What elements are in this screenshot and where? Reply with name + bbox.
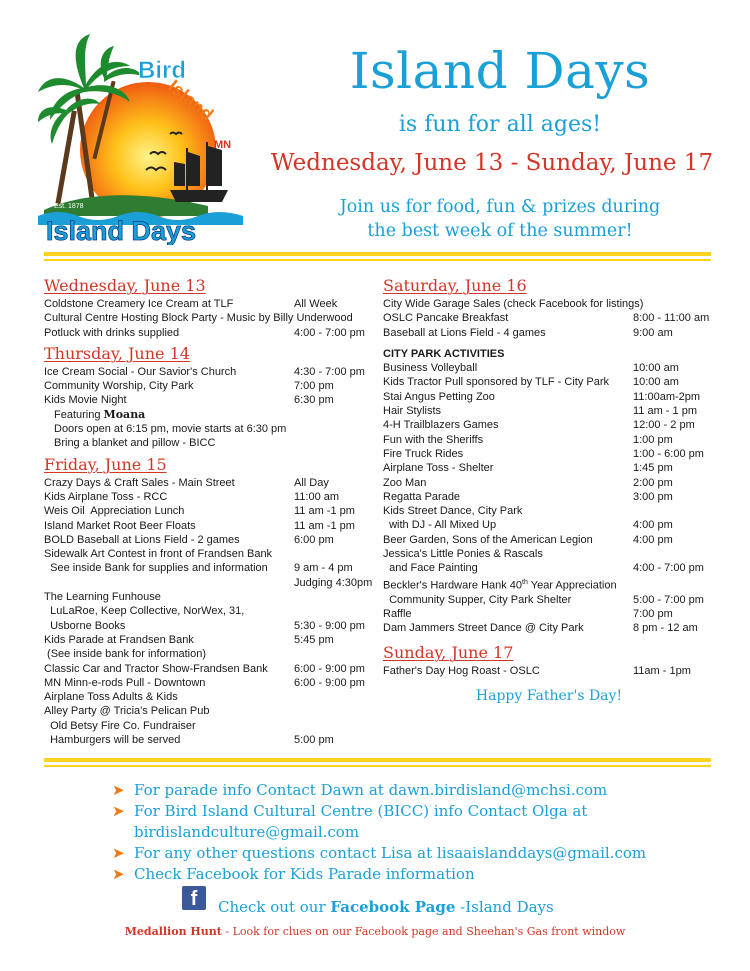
schedule-time: 4:00 - 7:00 pm xyxy=(633,562,704,575)
schedule-event: Cultural Centre Hosting Block Party - Music by Billy Underwood xyxy=(44,312,353,325)
schedule-row xyxy=(44,365,374,379)
schedule-event: LuLaRoe, Keep Collective, NorWex, 31, xyxy=(44,605,245,618)
schedule-time: 3:00 pm xyxy=(633,490,673,503)
medallion-text: - Look for clues on our Facebook page and Sheehan's Gas front window xyxy=(221,925,626,938)
schedule-event: Airplane Toss - Shelter xyxy=(383,462,494,475)
day-heading-friday: Friday, June 15 xyxy=(44,454,167,474)
schedule-row xyxy=(44,676,374,690)
schedule-row xyxy=(44,619,374,633)
schedule-time: 7:00 pm xyxy=(294,380,334,393)
logo-bird-text: Bird xyxy=(138,57,186,84)
beckler-text-b: Year Appreciation xyxy=(527,579,617,592)
tagline-line-2: the best week of the summer! xyxy=(367,221,633,241)
schedule-row xyxy=(44,476,374,490)
city-park-heading: CITY PARK ACTIVITIES xyxy=(383,347,505,360)
beckler-sup: th xyxy=(522,578,528,586)
facebook-icon: f xyxy=(182,886,206,910)
schedule-event: Jessica's Little Ponies & Rascals xyxy=(383,548,543,561)
schedule-row xyxy=(383,375,715,389)
schedule-time: 5:45 pm xyxy=(294,633,334,646)
contact-text: Check Facebook for Kids Parade information xyxy=(134,865,475,883)
top-divider xyxy=(44,252,711,261)
schedule-event: Old Betsy Fire Co. Fundraiser xyxy=(44,719,196,732)
bird-island-logo xyxy=(38,30,243,245)
schedule-row xyxy=(383,418,715,432)
schedule-time: 8:00 - 11:00 am xyxy=(633,312,710,325)
schedule-time: 9:00 am xyxy=(633,326,673,339)
schedule-row xyxy=(44,519,374,533)
beckler-text-a: Beckler's Hardware Hank 40 xyxy=(383,579,523,592)
schedule-row xyxy=(383,561,715,575)
schedule-event: Hamburgers will be served xyxy=(44,734,181,747)
schedule-row xyxy=(383,518,715,532)
day-heading-saturday: Saturday, June 16 xyxy=(383,276,527,295)
schedule-event: Potluck with drinks supplied xyxy=(44,326,180,339)
schedule-time: 6:00 pm xyxy=(294,533,334,546)
schedule-row xyxy=(383,490,715,504)
schedule-event: Coldstone Creamery Ice Cream at TLF xyxy=(44,298,234,310)
schedule-row xyxy=(44,379,374,393)
tagline-line-1: Join us for food, fun & prizes during xyxy=(339,197,661,217)
schedule-time: 11:00am-2pm xyxy=(633,390,701,403)
contact-item-bicc xyxy=(112,801,712,843)
schedule-time: 5:30 - 9:00 pm xyxy=(294,619,365,632)
contact-text: For parade info Contact Dawn at dawn.birdisland@mchsi.com xyxy=(134,781,608,799)
medallion-label: Medallion Hunt xyxy=(124,925,222,938)
schedule-event: Community Worship, City Park xyxy=(44,380,194,393)
schedule-event: Father's Day Hog Roast - OSLC xyxy=(383,665,540,678)
schedule-row xyxy=(44,311,374,325)
schedule-time: 6:30 pm xyxy=(294,394,334,407)
schedule-time: 4:00 - 7:00 pm xyxy=(294,326,365,339)
schedule-event: Kids Parade at Frandsen Bank xyxy=(44,633,194,646)
schedule-event: Community Supper, City Park Shelter xyxy=(383,593,572,606)
contact-list xyxy=(112,780,712,885)
logo-name-text: Island Days xyxy=(46,216,197,245)
contact-email-olga: birdislandculture@gmail.com xyxy=(134,823,360,841)
schedule-event: Island Market Root Beer Floats xyxy=(44,519,196,532)
arrow-right-icon: ➤ xyxy=(112,802,125,820)
featuring-label: Featuring xyxy=(54,408,101,421)
left-schedule-column xyxy=(44,274,374,747)
schedule-row xyxy=(44,576,374,590)
schedule-row xyxy=(383,361,715,375)
schedule-event: Fire Truck Rides xyxy=(383,447,464,460)
schedule-event: Dam Jammers Street Dance @ City Park xyxy=(383,622,584,635)
schedule-time: 11 am -1 pm xyxy=(294,505,355,518)
city-park-list-2 xyxy=(383,593,715,636)
event-subtitle: is fun for all ages! xyxy=(398,112,602,137)
day-heading-thursday: Thursday, June 14 xyxy=(44,343,190,363)
schedule-row xyxy=(44,297,374,311)
schedule-time: 1:00 pm xyxy=(633,433,673,446)
schedule-event: Airplane Toss Adults & Kids xyxy=(44,691,178,704)
schedule-time: 10:00 am xyxy=(633,376,679,389)
schedule-time: 6:00 - 9:00 pm xyxy=(294,662,365,675)
schedule-row xyxy=(44,533,374,547)
schedule-row xyxy=(44,504,374,518)
contact-item-parade xyxy=(112,780,712,801)
schedule-time: 5:00 - 7:00 pm xyxy=(633,593,704,606)
schedule-row xyxy=(44,647,374,661)
contact-text: For Bird Island Cultural Centre (BICC) info Contact Olga at xyxy=(134,802,588,820)
schedule-event: (See inside bank for information) xyxy=(44,648,207,661)
schedule-time: 11 am - 1 pm xyxy=(633,405,697,418)
arrow-right-icon: ➤ xyxy=(112,781,125,799)
city-park-list xyxy=(383,361,715,575)
schedule-event: Stai Angus Petting Zoo xyxy=(383,390,495,403)
movie-bring: Bring a blanket and pillow - BICC xyxy=(54,437,216,450)
schedule-event: MN Minn-e-rods Pull - Downtown xyxy=(44,676,206,689)
schedule-time: 1:00 - 6:00 pm xyxy=(633,447,704,460)
day-heading-sunday: Sunday, June 17 xyxy=(383,643,514,663)
schedule-row xyxy=(383,547,715,561)
schedule-row xyxy=(383,593,715,607)
schedule-time: Judging 4:30pm xyxy=(294,576,373,589)
bottom-divider xyxy=(44,758,711,767)
schedule-event: Regatta Parade xyxy=(383,490,461,503)
schedule-event: Baseball at Lions Field - 4 games xyxy=(383,326,546,339)
schedule-time: 12:00 - 2 pm xyxy=(633,419,695,432)
schedule-event: Weis Oil Appreciation Lunch xyxy=(44,505,185,518)
schedule-row xyxy=(383,533,715,547)
schedule-row xyxy=(383,504,715,518)
schedule-row xyxy=(44,561,374,575)
schedule-row xyxy=(44,604,374,618)
happy-fathers-day: Happy Father's Day! xyxy=(475,687,623,704)
fb-suffix: -Island Days xyxy=(455,898,554,916)
schedule-event: The Learning Funhouse xyxy=(44,591,161,604)
contact-item-lisa xyxy=(112,843,712,864)
schedule-event: Kids Movie Night xyxy=(44,394,127,407)
schedule-row xyxy=(383,607,715,621)
schedule-row xyxy=(383,326,715,340)
schedule-row xyxy=(383,664,715,678)
arrow-right-icon: ➤ xyxy=(112,844,125,862)
schedule-row xyxy=(383,390,715,404)
schedule-event: Raffle xyxy=(383,607,412,620)
schedule-event: Hair Stylists xyxy=(383,405,442,418)
schedule-time: 9 am - 4 pm xyxy=(294,562,353,575)
schedule-event: Ice Cream Social - Our Savior's Church xyxy=(44,365,237,378)
movie-featuring xyxy=(44,408,374,422)
logo-est-text: Est. 1878 xyxy=(54,203,84,210)
logo-island-text: Island xyxy=(164,75,218,125)
fb-prefix: Check out our xyxy=(218,898,331,916)
thursday-list xyxy=(44,365,374,408)
schedule-event: Kids Street Dance, City Park xyxy=(383,505,523,518)
schedule-event: OSLC Pancake Breakfast xyxy=(383,312,509,325)
schedule-row xyxy=(44,490,374,504)
schedule-event: Kids Tractor Pull sponsored by TLF - City Park xyxy=(383,376,609,389)
beckler-row xyxy=(383,576,715,593)
friday-list xyxy=(44,476,374,748)
schedule-event: See inside Bank for supplies and information xyxy=(44,562,268,575)
schedule-row xyxy=(44,590,374,604)
schedule-row xyxy=(44,719,374,733)
movie-title: Moana xyxy=(103,407,146,421)
event-tagline xyxy=(290,195,710,243)
day-heading-wednesday: Wednesday, June 13 xyxy=(44,276,206,295)
schedule-time: All Day xyxy=(294,476,329,489)
schedule-row xyxy=(383,311,715,325)
schedule-time: 4:00 pm xyxy=(633,519,673,532)
schedule-row xyxy=(44,690,374,704)
schedule-event: Beer Garden, Sons of the American Legion xyxy=(383,533,593,546)
movie-doors: Doors open at 6:15 pm, movie starts at 6:30 pm xyxy=(54,423,287,436)
schedule-row xyxy=(383,476,715,490)
schedule-time: 7:00 pm xyxy=(633,607,673,620)
schedule-event: Alley Party @ Tricia's Pelican Pub xyxy=(44,705,210,718)
schedule-time: 11:00 am xyxy=(294,490,340,503)
schedule-time: 11 am -1 pm xyxy=(294,519,355,532)
schedule-event: City Wide Garage Sales (check Facebook for listings) xyxy=(383,298,644,310)
facebook-callout xyxy=(218,898,554,916)
schedule-time: 4:30 - 7:00 pm xyxy=(294,365,365,378)
event-title: Island Days xyxy=(349,42,651,100)
schedule-event: Business Volleyball xyxy=(383,362,478,375)
schedule-row xyxy=(383,461,715,475)
event-dates: Wednesday, June 13 - Sunday, June 17 xyxy=(270,150,714,176)
schedule-row xyxy=(44,733,374,747)
medallion-hunt-note xyxy=(0,925,750,938)
schedule-event: Fun with the Sheriffs xyxy=(383,433,484,446)
schedule-row xyxy=(383,621,715,635)
schedule-event: and Face Painting xyxy=(383,562,478,575)
schedule-time: 2:00 pm xyxy=(633,476,673,489)
contact-text: For any other questions contact Lisa at lisaaislanddays@gmail.com xyxy=(134,844,647,862)
schedule-event: BOLD Baseball at Lions Field - 2 games xyxy=(44,533,240,546)
sunday-list xyxy=(383,664,715,678)
schedule-event: Zoo Man xyxy=(383,476,427,489)
schedule-event: Classic Car and Tractor Show-Frandsen Bank xyxy=(44,662,268,675)
arrow-right-icon: ➤ xyxy=(112,865,125,883)
schedule-row xyxy=(383,447,715,461)
schedule-row xyxy=(44,704,374,718)
schedule-time: 5:00 pm xyxy=(294,734,334,747)
saturday-list xyxy=(383,297,715,340)
schedule-event: 4-H Trailblazers Games xyxy=(383,419,499,432)
schedule-row xyxy=(44,326,374,340)
schedule-row xyxy=(44,662,374,676)
right-schedule-column xyxy=(383,274,715,703)
schedule-time: 4:00 pm xyxy=(633,533,673,546)
wednesday-list xyxy=(44,297,374,340)
schedule-time: 11am - 1pm xyxy=(633,665,691,678)
schedule-row xyxy=(44,633,374,647)
schedule-event: Kids Airplane Toss - RCC xyxy=(44,490,168,503)
schedule-time: 6:00 - 9:00 pm xyxy=(294,676,365,689)
schedule-time: 1:45 pm xyxy=(633,462,673,475)
schedule-row xyxy=(383,404,715,418)
schedule-time: 10:00 am xyxy=(633,362,679,375)
schedule-row xyxy=(383,433,715,447)
fb-page-label: Facebook Page xyxy=(330,898,456,916)
schedule-event: with DJ - All Mixed Up xyxy=(383,519,497,532)
schedule-time: 8 pm - 12 am xyxy=(633,622,698,635)
schedule-row xyxy=(44,393,374,407)
schedule-row xyxy=(44,547,374,561)
schedule-event: Usborne Books xyxy=(44,619,126,632)
schedule-event: Sidewalk Art Contest in front of Frandsen Bank xyxy=(44,548,273,561)
schedule-event: Crazy Days & Craft Sales - Main Street xyxy=(44,476,235,489)
logo-mn-text: MN xyxy=(214,139,232,151)
schedule-time: All Week xyxy=(294,298,338,310)
contact-item-facebook xyxy=(112,864,712,885)
schedule-row xyxy=(383,297,715,311)
